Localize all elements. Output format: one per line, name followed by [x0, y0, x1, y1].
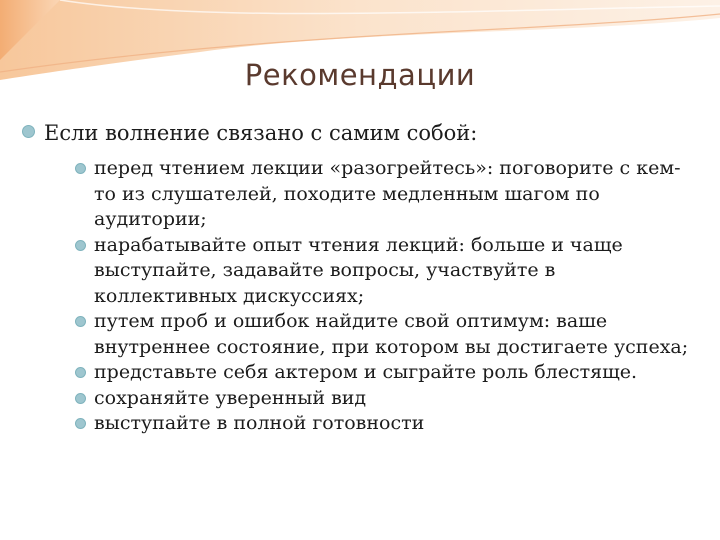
- list-item: [94, 360, 694, 386]
- bullet-icon: [75, 367, 86, 378]
- list-item-text: сохраняйте уверенный вид: [94, 386, 367, 409]
- list-item-text: представьте себя актером и сыграйте роль блестяще.: [94, 361, 638, 383]
- list-item: [94, 386, 694, 412]
- list-item-text: выступайте в полной готовности: [94, 412, 425, 434]
- bullet-icon: [75, 418, 86, 429]
- list-item: [94, 156, 694, 233]
- list-item: [94, 233, 694, 310]
- slide-title: Рекомендации: [244, 58, 476, 92]
- recommendation-list: [94, 156, 694, 437]
- bullet-icon: [75, 393, 86, 404]
- list-item: [94, 309, 694, 360]
- main-bullet-text: Если волнение связано с самим собой:: [44, 121, 478, 145]
- list-item-text: перед чтением лекции «разогрейтесь»: поговорите с кем-то из слушателей, походите медленным шагом по аудитории;: [94, 157, 681, 230]
- bullet-icon: [75, 316, 86, 327]
- bullet-icon: [75, 240, 86, 251]
- bullet-icon: [75, 163, 86, 174]
- list-item-text: путем проб и ошибок найдите свой оптимум: ваше внутреннее состояние, при котором вы достигаете успеха;: [94, 310, 689, 358]
- list-item-text: нарабатывайте опыт чтения лекций: больше и чаще выступайте, задавайте вопросы, участвуйте в коллективных дискуссиях;: [94, 233, 623, 307]
- list-item: [94, 411, 694, 437]
- bullet-icon: [22, 125, 35, 138]
